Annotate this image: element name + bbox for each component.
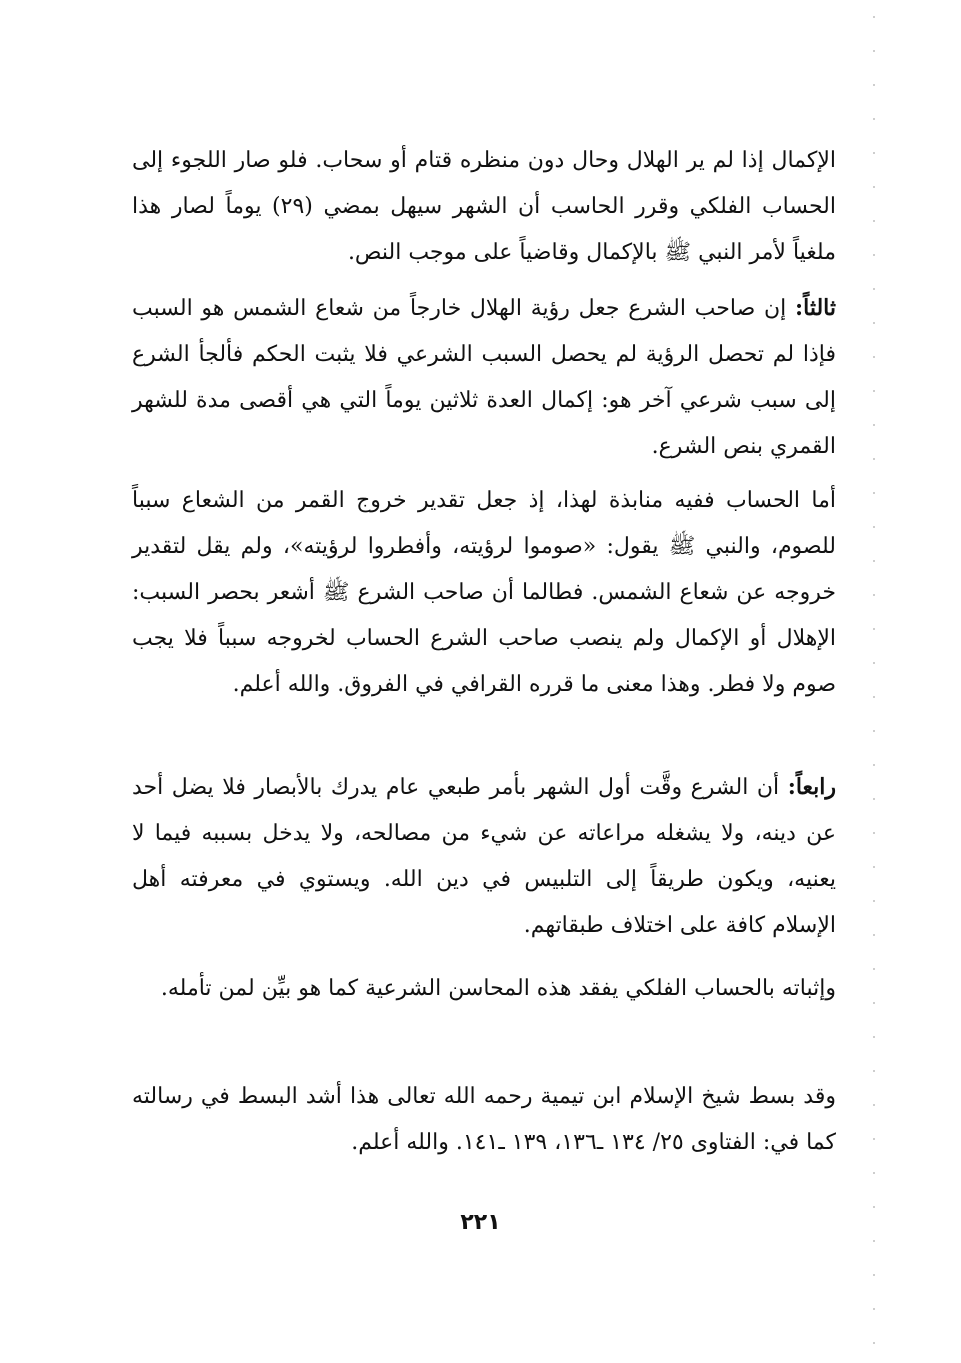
paragraph-4: [132, 764, 836, 949]
paragraph-4-text: أن الشرع وقَّت أول الشهر بأمر طبعي عام يدرك بالأبصار فلا يضل أحد عن دينه، ولا يشغله مراعاته عن شيء من مصالحه، ولا يدخل بسببه فيما لا يعنيه، ويكون طريقاً إلى التلبيس في دين الله. ويستوي في معرفته أهل الإسلام كافة على اختلاف طبقاتهم.: [132, 775, 836, 938]
paragraph-4-lead: رابعاً:: [787, 774, 836, 800]
paragraph-6: [132, 1074, 836, 1166]
scan-edge-dots: [873, 0, 875, 1363]
paragraph-5-text: وإثباته بالحساب الفلكي يفقد هذه المحاسن الشرعية كما هو بيِّن لمن تأمله.: [160, 976, 836, 1001]
paragraph-2-text: إن صاحب الشرع جعل رؤية الهلال خارجاً من شعاع الشمس هو السبب فإذا لم تحصل الرؤية لم يحصل السبب الشرعي فلا يثبت الحكم فألجأ الشرع إلى سبب شرعي آخر هو: إكمال العدة ثلاثين يوماً التي هي أقصى مدة للشهر القمري بنص الشرع.: [132, 296, 836, 459]
paragraph-3: [132, 478, 836, 708]
page-number: ٢٢١: [460, 1210, 501, 1235]
paragraph-1-text: الإكمال إذا لم ير الهلال وحال دون منظره قتام أو سحاب. فلو صار اللجوء إلى الحساب الفلكي وقرر الحاسب أن الشهر سيهل بمضي (٢٩) يوماً لصار هذا ملغياً لأمر النبي ﷺ بالإكمال وقاضياً على موجب النص.: [132, 148, 836, 265]
paragraph-4-body: [132, 764, 836, 949]
paragraph-2-body: [132, 285, 836, 470]
paragraph-2-lead: ثالثاً:: [795, 295, 836, 321]
paragraph-1: [132, 138, 836, 276]
paragraph-5: [132, 966, 836, 1012]
paragraph-6-text: وقد بسط شيخ الإسلام ابن تيمية رحمه الله تعالى هذا أشد البسط في رسالته كما في: الفتاوى ٢٥/ ١٣٤ ـ١٣٦، ١٣٩ ـ١٤١. والله أعلم.: [132, 1084, 836, 1155]
paragraph-2: [132, 285, 836, 470]
paragraph-3-text: أما الحساب ففيه منابذة لهذا، إذ جعل تقدير خروج القمر من الشعاع سبباً للصوم، والنبي ﷺ يقول: «صوموا لرؤيته، وأفطروا لرؤيته»، ولم يقل لتقدير خروجه عن شعاع الشمس. فطالما أن صاحب الشرع ﷺ أشعر بحصر السبب: الإهلال أو الإكمال ولم ينصب صاحب الشرع الحساب لخروجه سبباً فلا يجب صوم ولا فطر. وهذا معنى ما قرره القرافي في الفروق. والله أعلم.: [132, 488, 836, 697]
